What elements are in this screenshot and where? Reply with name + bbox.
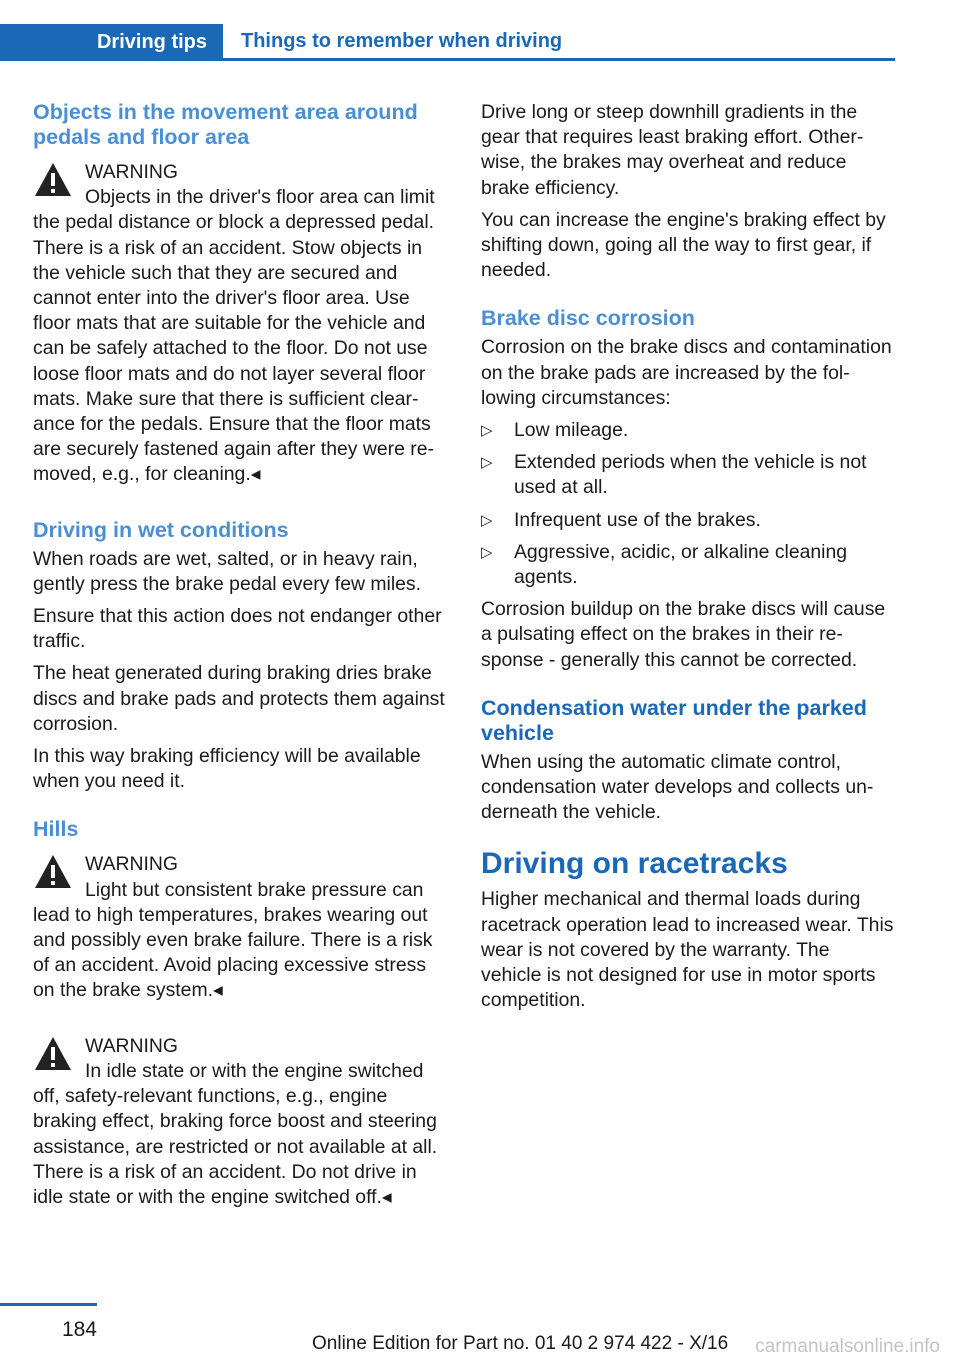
page-number: 184: [61, 1318, 97, 1341]
warning-triangle-icon: [33, 852, 73, 892]
chapter-tab[interactable]: Driving tips: [0, 24, 223, 61]
list-item: ▷ Extended periods when the vehicle is not used at all.: [481, 451, 867, 499]
heading-racetracks: Driving on racetracks: [481, 847, 788, 881]
watermark: carmanualsonline.info: [755, 1336, 940, 1357]
triangle-bullet-icon: ▷: [481, 511, 493, 529]
warning-text: Light but consistent brake pressure can lead to high temperatures, brakes wearing out and possibly even brake failure. There is a risk of an accident. Avoid placing excessive stress on the brake system.◂: [33, 878, 433, 1002]
corrosion-list: [481, 418, 895, 590]
heading-hills: Hills: [33, 817, 79, 842]
warning-objects: [33, 160, 447, 488]
warning-triangle-icon: [33, 160, 73, 200]
edition-note: Online Edition for Part no. 01 40 2 974 422 - X/16: [312, 1333, 729, 1354]
triangle-bullet-icon: ▷: [481, 422, 493, 440]
heading-wet: Driving in wet conditions: [33, 517, 289, 542]
engine-braking-paragraph: You can increase the engine's braking effect by shifting down, going all the way to first gear, if needed.: [481, 208, 886, 282]
wet-paragraph-2: Ensure that this action does not endanger other traffic.: [33, 605, 442, 653]
warning-text: In idle state or with the engine switched off, safety-relevant functions, e.g., engine braking effect, braking force boost and steering assistance, are restricted or not available at all. There is a risk of an accident. Do not drive in idle state or with the engine switched off.◂: [33, 1059, 438, 1208]
wet-paragraph-3: The heat generated during braking dries brake discs and brake pads and protects them against corrosion.: [33, 662, 445, 735]
corrosion-outro: Corrosion buildup on the brake discs will cause a pulsating effect on the brakes in their response - generally this cannot be corrected.: [481, 598, 886, 671]
page-header: [0, 24, 895, 61]
downhill-paragraph: Drive long or steep downhill gradients in the gear that requires least braking effort. Otherwise, the brakes may overheat and reduce brake efficiency.: [481, 101, 864, 199]
corrosion-intro: Corrosion on the brake discs and contamination on the brake pads are increased by the following circumstances:: [481, 336, 892, 409]
footer-rule: [0, 1303, 97, 1306]
warning-hills-1: [33, 852, 447, 1003]
heading-condensation: Condensation water under the parked vehicle: [481, 695, 867, 745]
wet-paragraph-1: When roads are wet, salted, or in heavy rain, gently press the brake pedal every few miles.: [33, 547, 422, 595]
warning-label: WARNING: [85, 1034, 178, 1057]
heading-corrosion: Brake disc corrosion: [481, 306, 695, 331]
wet-paragraph-4: In this way braking efficiency will be available when you need it.: [33, 745, 421, 793]
left-column: [33, 100, 447, 1217]
heading-objects: Objects in the movement area around pedals and floor area: [33, 100, 418, 149]
section-tab[interactable]: Things to remember when driving: [223, 24, 895, 61]
list-item: ▷ Aggressive, acidic, or alkaline cleaning agents.: [481, 540, 848, 589]
warning-hills-2: [33, 1034, 447, 1210]
triangle-bullet-icon: ▷: [481, 454, 493, 472]
list-item: ▷ Infrequent use of the brakes.: [481, 508, 895, 533]
list-item: ▷ Low mileage.: [481, 418, 895, 443]
right-column: [481, 100, 895, 1020]
warning-text: Objects in the driver's floor area can limit the pedal distance or block a depressed pedal. There is a risk of an accident. Stow objects in the vehicle such that they are secured and cannot enter into the driver's floor area. Use floor mats that are suitable for the vehicle and can be safely attached to the floor. Do not use loose floor mats and do not layer several floor mats. Make sure that there is sufficient clearance for the pedals. Ensure that the floor mats are securely fastened again after they were removed, e.g., for cleaning.◂: [33, 186, 435, 486]
warning-label: WARNING: [85, 853, 178, 876]
triangle-bullet-icon: ▷: [481, 543, 493, 561]
warning-label: WARNING: [85, 161, 178, 183]
condensation-paragraph: When using the automatic climate control, condensation water develops and collects underneath the vehicle.: [481, 750, 874, 824]
warning-triangle-icon: [33, 1034, 73, 1074]
racetracks-paragraph: Higher mechanical and thermal loads during racetrack operation lead to increased wear. This wear is not covered by the warranty. The vehicle is not designed for use in motor sports competition.: [481, 888, 894, 1012]
